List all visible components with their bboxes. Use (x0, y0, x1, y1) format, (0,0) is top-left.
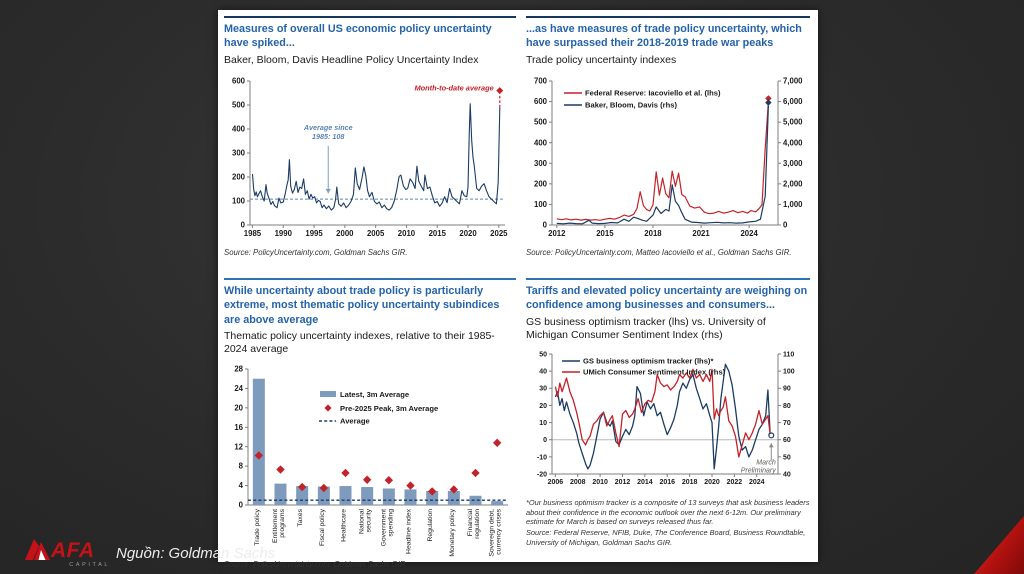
chart-subtitle: Thematic policy uncertainty indexes, relative to their 1985-2024 average (224, 329, 495, 356)
svg-text:2005: 2005 (366, 228, 385, 238)
svg-text:12: 12 (234, 441, 243, 451)
svg-text:10: 10 (539, 420, 547, 428)
svg-text:1,000: 1,000 (783, 199, 803, 209)
svg-text:500: 500 (231, 100, 245, 110)
svg-text:100: 100 (231, 196, 245, 206)
svg-text:500: 500 (533, 117, 547, 127)
thematic-bar-chart (224, 359, 512, 559)
svg-text:300: 300 (231, 148, 245, 158)
svg-text:2018: 2018 (681, 479, 698, 487)
section-divider (224, 16, 516, 18)
chart-footnote: *Our business optimism tracker is a composite of 13 surveys that ask business leaders about their confidence in the economic outlook over the next 6-12m. Our preliminary estimate for March is based on surveys released thus far. (526, 498, 810, 527)
svg-text:2020: 2020 (704, 479, 720, 487)
svg-text:20: 20 (539, 403, 547, 411)
svg-text:200: 200 (231, 172, 245, 182)
svg-text:Fiscal policy: Fiscal policy (318, 508, 326, 546)
safa-logo-icon (24, 537, 51, 561)
series-umich-sentiment (555, 367, 770, 458)
svg-text:Latest, 3m Average: Latest, 3m Average (340, 389, 410, 399)
section-divider (526, 278, 810, 280)
chart-heading: Measures of overall US economic policy uncertainty have spiked... (224, 23, 492, 50)
svg-text:Preliminary: Preliminary (740, 467, 776, 475)
month-to-date-marker (414, 84, 503, 108)
legend (564, 89, 721, 110)
svg-text:Healthcare: Healthcare (340, 508, 348, 542)
svg-text:1990: 1990 (274, 228, 292, 238)
svg-text:2016: 2016 (659, 479, 676, 487)
svg-text:80: 80 (783, 403, 791, 411)
chart-subtitle: GS business optimism tracker (lhs) vs. University of Michigan Consumer Sentiment Index (rhs) (526, 315, 766, 341)
svg-text:Average since: Average since (303, 122, 353, 132)
series-fed-iacoviello (557, 95, 772, 220)
svg-text:1995: 1995 (305, 228, 323, 238)
chart-subtitle: Baker, Bloom, Davis Headline Policy Uncertainty Index (224, 53, 479, 66)
svg-text:Month-to-date average: Month-to-date average (414, 83, 494, 93)
average-annotation (303, 123, 353, 193)
svg-text:2010: 2010 (397, 228, 416, 238)
svg-text:currency crises: currency crises (495, 508, 503, 555)
svg-text:5,000: 5,000 (783, 117, 803, 127)
svg-text:GS business optimism tracker (: GS business optimism tracker (lhs)* (583, 356, 714, 366)
svg-text:8: 8 (238, 461, 243, 471)
svg-text:400: 400 (231, 124, 245, 134)
svg-text:70: 70 (783, 420, 791, 428)
svg-text:Baker, Bloom, Davis (rhs): Baker, Bloom, Davis (rhs) (585, 100, 677, 110)
svg-text:Average: Average (340, 416, 370, 426)
epu-line-chart (224, 69, 512, 247)
svg-text:Monetary policy: Monetary policy (448, 508, 456, 557)
svg-text:2000: 2000 (336, 228, 354, 238)
svg-text:4: 4 (238, 480, 243, 490)
chart-subtitle: Trade policy uncertainty indexes (526, 53, 677, 66)
source-caption: Nguồn: Goldman Sachs (116, 545, 276, 562)
svg-text:2018: 2018 (644, 228, 662, 238)
svg-text:Taxes: Taxes (297, 508, 305, 527)
svg-text:Pre-2025 Peak, 3m Average: Pre-2025 Peak, 3m Average (340, 403, 439, 413)
logo-brand-text: AFA (51, 539, 95, 562)
svg-text:40: 40 (539, 368, 547, 376)
svg-text:2012: 2012 (614, 479, 631, 487)
svg-text:2025: 2025 (490, 228, 508, 238)
svg-text:30: 30 (539, 386, 547, 394)
svg-text:2015: 2015 (428, 228, 446, 238)
svg-text:600: 600 (231, 76, 245, 86)
chart-heading: Tariffs and elevated policy uncertainty are weighing on confidence among businesses and consumers... (526, 285, 808, 312)
svg-text:2014: 2014 (637, 479, 653, 487)
svg-text:Financial: Financial (467, 508, 474, 536)
svg-text:1985: 108: 1985: 108 (312, 132, 345, 142)
svg-text:28: 28 (234, 364, 243, 374)
svg-text:UMich Consumer Sentiment Index: UMich Consumer Sentiment Index (rhs) (583, 367, 726, 377)
svg-text:100: 100 (783, 368, 795, 376)
svg-text:2008: 2008 (569, 479, 586, 487)
svg-text:60: 60 (783, 437, 791, 445)
svg-text:2006: 2006 (547, 479, 564, 487)
tpu-line-chart (526, 69, 814, 247)
svg-text:600: 600 (533, 97, 547, 107)
svg-text:0: 0 (543, 437, 547, 445)
svg-text:300: 300 (533, 158, 547, 168)
svg-text:2024: 2024 (740, 228, 758, 238)
axes (232, 77, 508, 238)
legend (319, 390, 438, 426)
svg-text:regulation: regulation (474, 508, 481, 539)
chart-heading: While uncertainty about trade policy is particularly extreme, most thematic policy uncertainty subindices are above average (224, 285, 500, 326)
svg-text:110: 110 (783, 351, 795, 359)
svg-text:Sovereign debt,: Sovereign debt, (488, 508, 496, 557)
svg-text:programs: programs (279, 508, 286, 538)
svg-text:50: 50 (783, 454, 791, 462)
red-corner-decoration (974, 516, 1024, 574)
svg-text:50: 50 (539, 351, 547, 359)
safa-capital-logo (24, 537, 110, 568)
svg-text:4,000: 4,000 (783, 138, 803, 148)
svg-text:2022: 2022 (726, 479, 743, 487)
svg-text:100: 100 (533, 199, 547, 209)
chart-section-epu (224, 14, 516, 276)
svg-text:spending: spending (387, 508, 395, 537)
svg-text:2,000: 2,000 (783, 179, 803, 189)
svg-text:2015: 2015 (596, 228, 614, 238)
peak-diamonds (255, 438, 502, 495)
svg-text:-10: -10 (536, 454, 547, 462)
svg-text:0: 0 (240, 220, 245, 230)
chart-heading: ...as have measures of trade policy uncertainty, which have surpassed their 2018-2019 trade war peaks (526, 23, 802, 50)
chart-source: Source: Federal Reserve, NFIB, Duke, The Conference Board, Business Roundtable, University of Michigan, Goldman Sachs GIR. (526, 528, 806, 547)
svg-text:40: 40 (783, 471, 791, 479)
section-divider (526, 16, 810, 18)
svg-text:Federal Reserve: Iacoviello et: Federal Reserve: Iacoviello et al. (lhs) (585, 88, 721, 98)
svg-text:Trade policy: Trade policy (253, 508, 261, 546)
svg-text:20: 20 (234, 403, 243, 413)
end-markers (768, 433, 773, 438)
svg-text:March: March (756, 459, 776, 467)
svg-text:security: security (365, 508, 373, 533)
chart-section-thematic (224, 276, 516, 569)
svg-text:700: 700 (533, 76, 547, 86)
content-panel (218, 10, 818, 569)
svg-text:90: 90 (783, 386, 791, 394)
legend (562, 357, 726, 377)
svg-text:2012: 2012 (548, 228, 566, 238)
section-divider (224, 278, 516, 280)
svg-text:200: 200 (533, 179, 547, 189)
svg-text:6,000: 6,000 (783, 97, 803, 107)
svg-text:7,000: 7,000 (783, 76, 803, 86)
chart-source: Source: PolicyUncertainty.com, Goldman Sachs GIR. (224, 559, 408, 569)
svg-text:Government: Government (380, 508, 388, 547)
svg-text:2020: 2020 (459, 228, 477, 238)
series-baker-bloom-davis (557, 99, 772, 223)
svg-text:400: 400 (533, 138, 547, 148)
chart-section-confidence (526, 276, 810, 569)
svg-text:Headline index: Headline index (405, 508, 413, 554)
svg-text:0: 0 (542, 220, 547, 230)
chart-section-tpu (526, 14, 810, 276)
category-labels (254, 508, 503, 556)
chart-source: Source: PolicyUncertainty.com, Goldman Sachs GIR. (224, 247, 408, 257)
series-bbd-headline (253, 104, 500, 210)
logo-sub-text: CAPITAL (69, 562, 110, 568)
svg-text:0: 0 (783, 220, 788, 230)
svg-text:3,000: 3,000 (783, 158, 803, 168)
svg-text:-20: -20 (536, 471, 547, 479)
svg-text:16: 16 (234, 422, 243, 432)
svg-text:24: 24 (234, 383, 243, 393)
svg-text:2010: 2010 (592, 479, 608, 487)
svg-text:National: National (358, 508, 366, 534)
chart-source: Source: PolicyUncertainty.com, Matteo Iacoviello et al., Goldman Sachs GIR. (526, 247, 792, 257)
svg-text:Regulation: Regulation (427, 508, 435, 542)
svg-text:2024: 2024 (748, 479, 765, 487)
svg-text:Entitlement: Entitlement (272, 508, 279, 543)
svg-text:2021: 2021 (692, 228, 710, 238)
svg-text:0: 0 (238, 500, 243, 510)
svg-text:1985: 1985 (243, 228, 262, 238)
confidence-line-chart (526, 344, 814, 496)
